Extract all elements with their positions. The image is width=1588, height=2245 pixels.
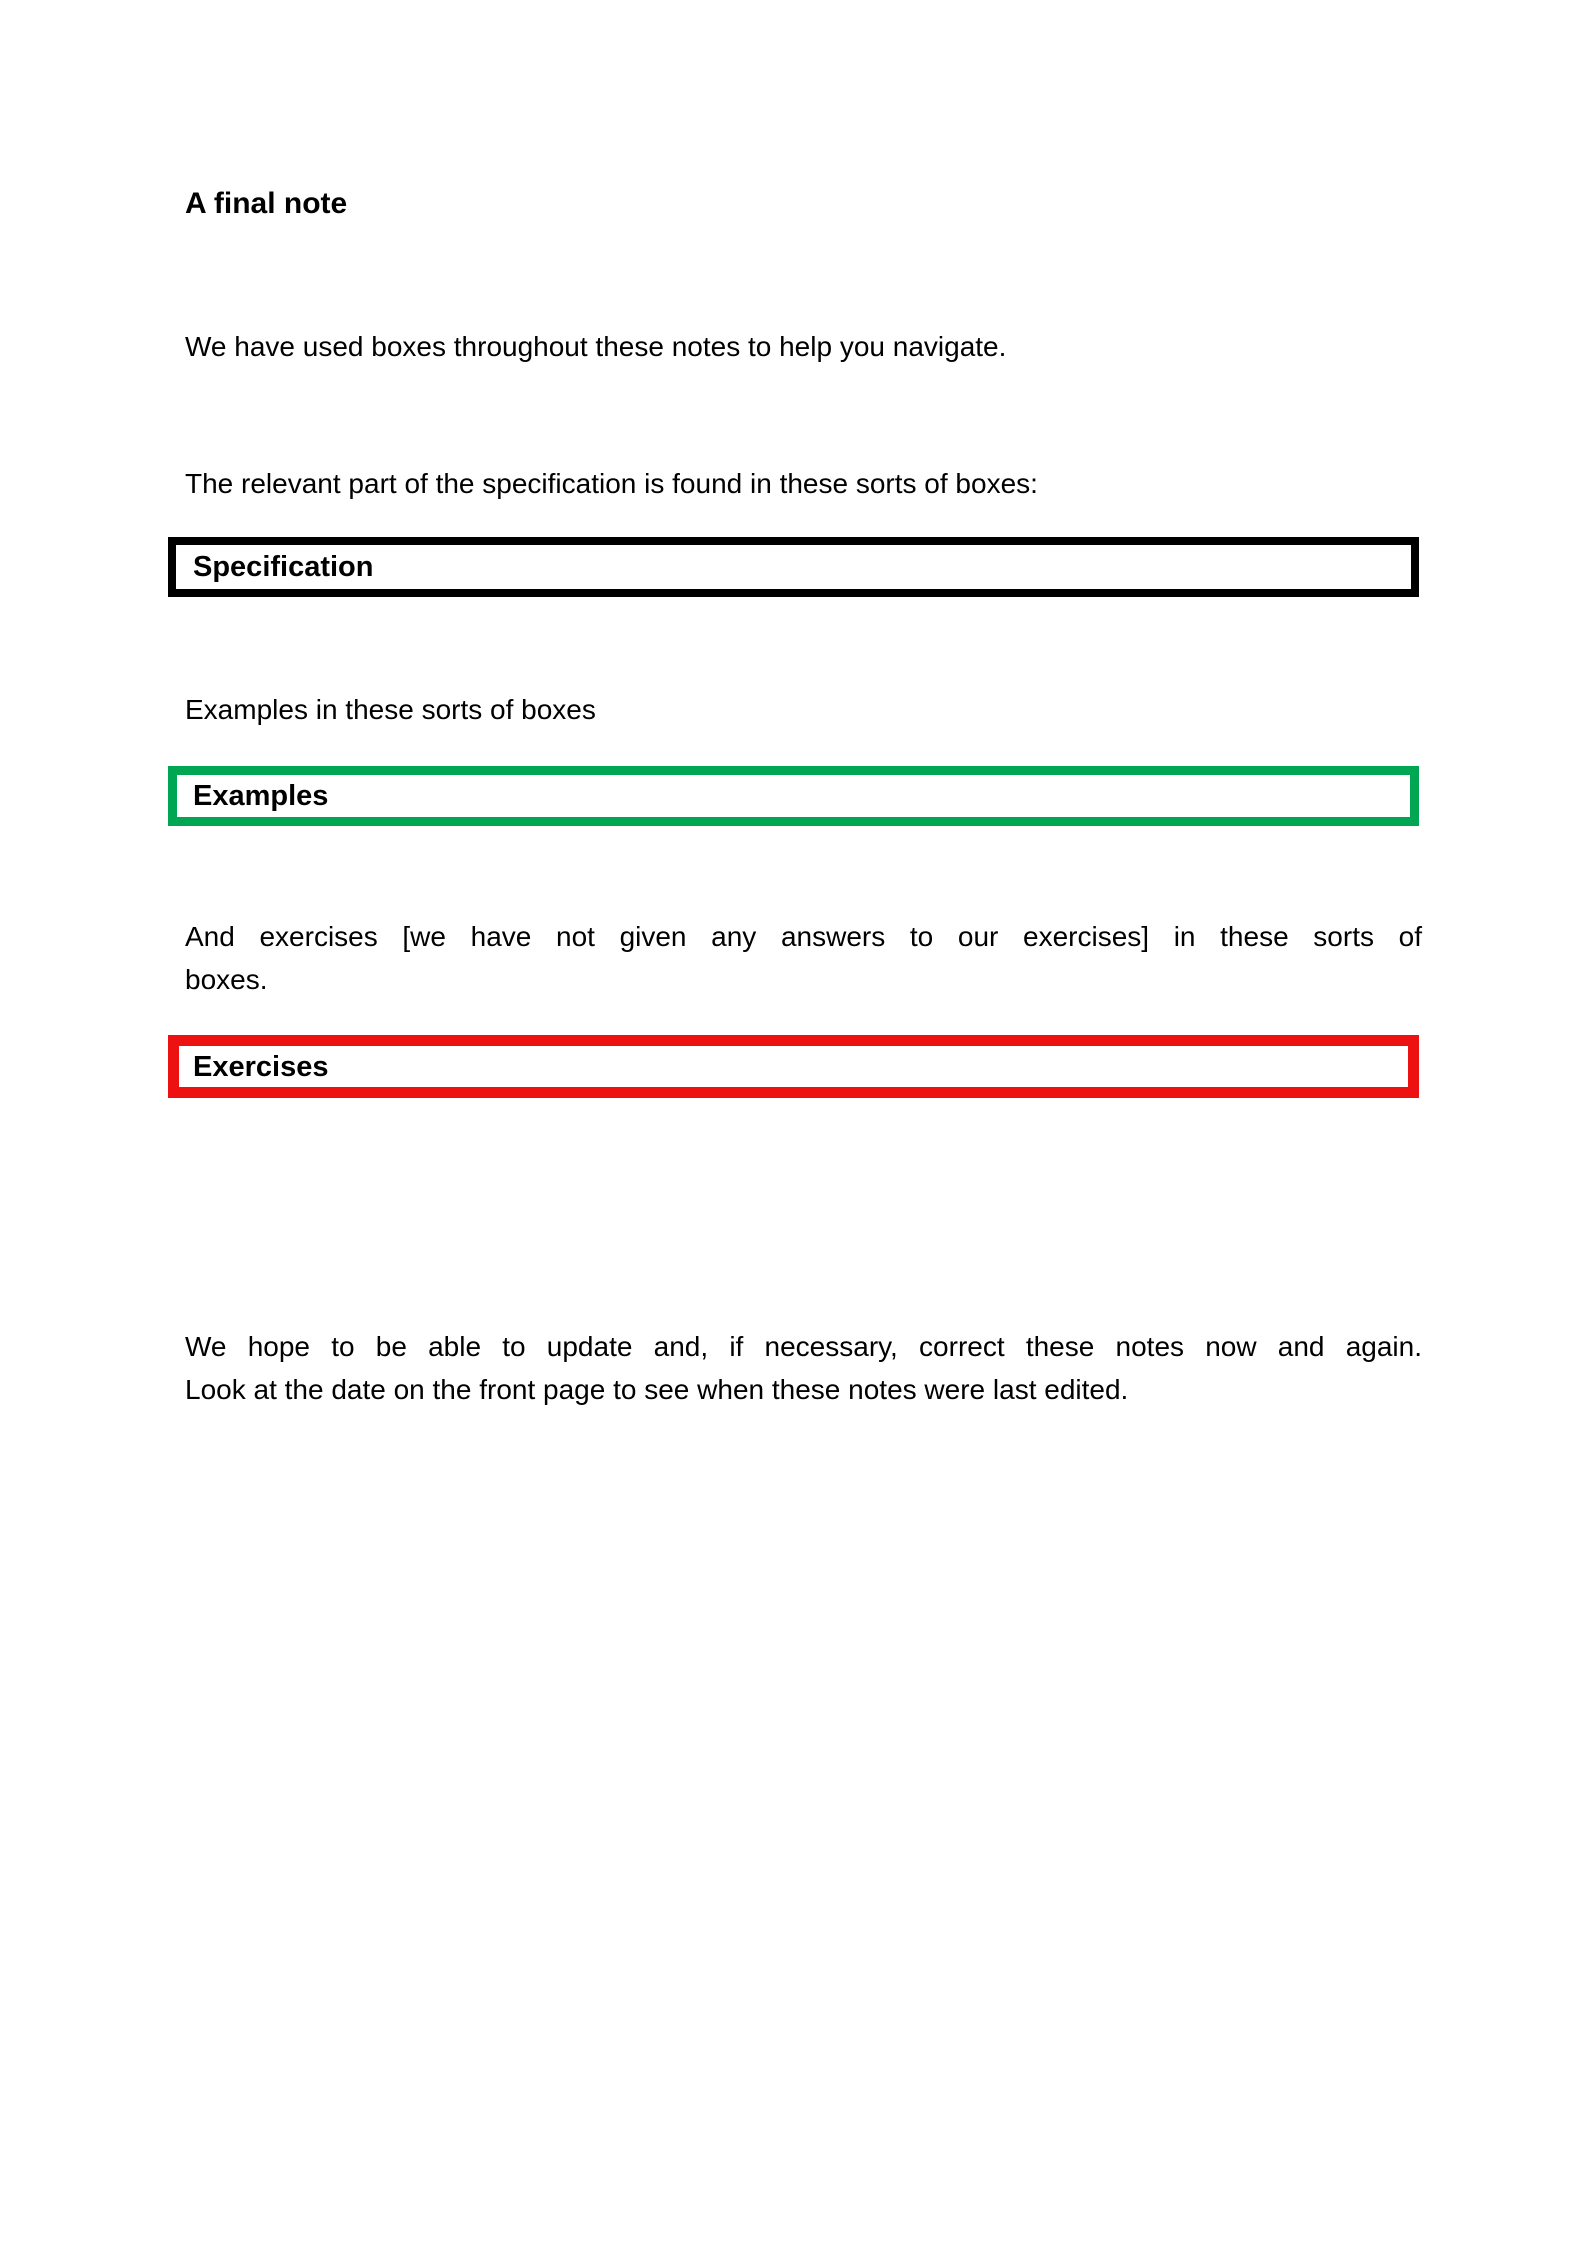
examples-box [168,766,1419,826]
exercises-box [168,1035,1419,1098]
exercises-intro-line-1: And exercises [we have not given any answers to our exercises] in these sorts of [185,921,1422,952]
exercises-intro-paragraph [185,915,1422,1001]
specification-box-label: Specification [193,551,374,583]
examples-intro-paragraph: Examples in these sorts of boxes [185,694,596,725]
page-title: A final note [185,187,348,220]
closing-line-2: Look at the date on the front page to see when these notes were last edited. [185,1374,1129,1405]
intro-paragraph: We have used boxes throughout these notes to help you navigate. [185,331,1007,362]
exercises-box-label: Exercises [193,1050,329,1083]
closing-line-1: We hope to be able to update and, if necessary, correct these notes now and again. [185,1331,1422,1362]
exercises-intro-line-2: boxes. [185,964,268,995]
closing-paragraph [185,1325,1422,1411]
specification-intro-paragraph: The relevant part of the specification is found in these sorts of boxes: [185,468,1038,499]
examples-box-label: Examples [193,780,329,812]
specification-box [168,537,1419,597]
